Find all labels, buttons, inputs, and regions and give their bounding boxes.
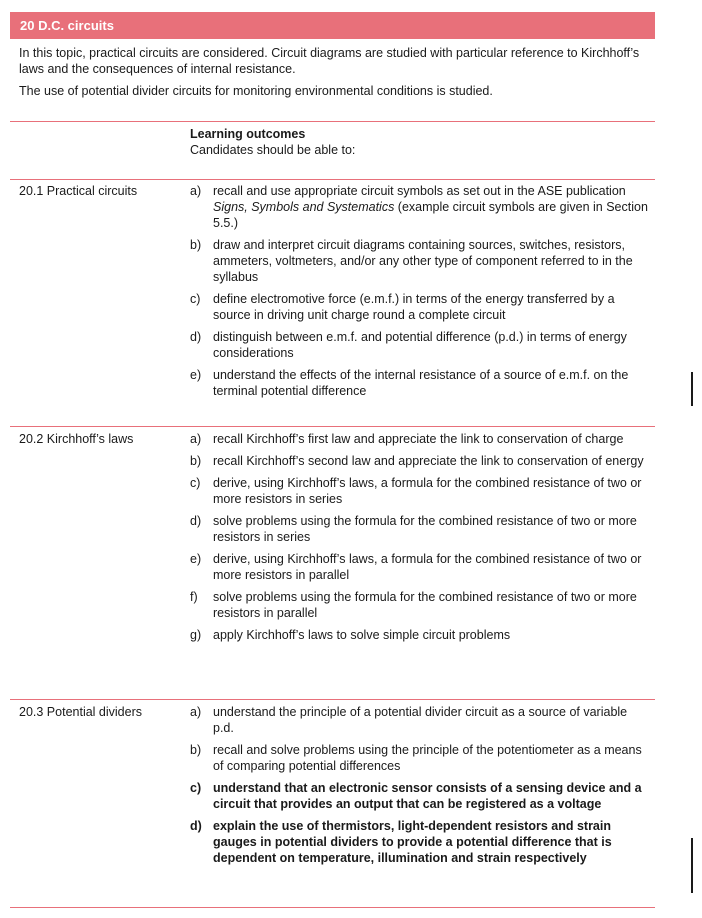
- outcome-text: recall and use appropriate circuit symbols as set out in the ASE publication Signs, Symbols and Systematics (example circuit symbols are given in Section 5.5.): [213, 184, 648, 230]
- outcome-label: d): [190, 514, 202, 528]
- outcome-item: [190, 742, 650, 774]
- outcome-text: apply Kirchhoff’s laws to solve simple circuit problems: [213, 628, 511, 642]
- divider: [10, 907, 655, 908]
- outcome-item: [190, 453, 650, 469]
- section-title: 20.3 Potential dividers: [19, 705, 142, 719]
- outcome-text: distinguish between e.m.f. and potential difference (p.d.) in terms of energy considerations: [213, 330, 627, 360]
- outcome-item: [190, 513, 650, 545]
- outcome-label: c): [190, 781, 202, 795]
- outcome-label: a): [190, 705, 202, 719]
- outcome-item: [190, 291, 650, 323]
- outcome-label: d): [190, 819, 202, 833]
- outcome-label: b): [190, 238, 202, 252]
- outcome-text: recall and solve problems using the principle of the potentiometer as a means of comparing potential differences: [213, 743, 642, 773]
- outcome-text: solve problems using the formula for the combined resistance of two or more resistors in parallel: [213, 590, 637, 620]
- learning-outcomes-subheading: Candidates should be able to:: [190, 143, 356, 157]
- outcome-label: e): [190, 552, 202, 566]
- publication-title: Signs, Symbols and Systematics: [213, 200, 395, 214]
- change-bar: [691, 372, 693, 406]
- intro-paragraph-2: The use of potential divider circuits for monitoring environmental conditions is studied.: [19, 84, 493, 98]
- outcome-text: explain the use of thermistors, light-dependent resistors and strain gauges in potential dividers to provide a potential difference that is dependent on temperature, illumination and strain respectively: [213, 819, 612, 865]
- topic-title: 20 D.C. circuits: [20, 18, 114, 33]
- outcome-list: [190, 183, 650, 405]
- outcome-label: b): [190, 743, 202, 757]
- divider: [10, 121, 655, 122]
- outcome-text: understand that an electronic sensor consists of a sensing device and a circuit that provides an output that can be registered as a voltage: [213, 781, 642, 811]
- intro-paragraph-1: In this topic, practical circuits are considered. Circuit diagrams are studied with particular reference to Kirchhoff’s laws and the consequences of internal resistance.: [19, 46, 640, 76]
- outcome-list: [190, 431, 650, 649]
- outcome-text: understand the principle of a potential divider circuit as a source of variable p.d.: [213, 705, 628, 735]
- outcome-item: [190, 329, 650, 361]
- outcome-item: [190, 367, 650, 399]
- outcome-text: recall Kirchhoff’s first law and appreciate the link to conservation of charge: [213, 432, 624, 446]
- outcome-item: [190, 475, 650, 507]
- divider: [10, 699, 655, 700]
- outcome-item: [190, 431, 650, 447]
- outcome-item: [190, 589, 650, 621]
- outcome-label: a): [190, 184, 202, 198]
- topic-header: [10, 12, 655, 39]
- outcome-text: solve problems using the formula for the combined resistance of two or more resistors in series: [213, 514, 637, 544]
- outcome-label: b): [190, 454, 202, 468]
- outcome-item: [190, 551, 650, 583]
- outcome-item: [190, 818, 650, 866]
- outcome-text: recall Kirchhoff’s second law and appreciate the link to conservation of energy: [213, 454, 644, 468]
- outcome-text: define electromotive force (e.m.f.) in terms of the energy transferred by a source in driving unit charge round a complete circuit: [213, 292, 615, 322]
- section-title: 20.1 Practical circuits: [19, 184, 138, 198]
- outcome-text: derive, using Kirchhoff’s laws, a formula for the combined resistance of two or more resistors in series: [213, 476, 642, 506]
- outcome-text: derive, using Kirchhoff’s laws, a formula for the combined resistance of two or more resistors in parallel: [213, 552, 642, 582]
- outcome-label: d): [190, 330, 202, 344]
- outcome-item: [190, 780, 650, 812]
- outcome-label: c): [190, 292, 201, 306]
- divider: [10, 426, 655, 427]
- outcome-item: [190, 183, 650, 231]
- outcome-item: [190, 704, 650, 736]
- outcome-list: [190, 704, 650, 872]
- learning-outcomes-heading: Learning outcomes: [190, 127, 306, 141]
- outcome-label: c): [190, 476, 201, 490]
- outcome-item: [190, 627, 650, 643]
- outcome-text: understand the effects of the internal resistance of a source of e.m.f. on the terminal potential difference: [213, 368, 629, 398]
- outcome-label: g): [190, 628, 202, 642]
- outcome-item: [190, 237, 650, 285]
- change-bar: [691, 838, 693, 893]
- section-title: 20.2 Kirchhoff’s laws: [19, 432, 134, 446]
- outcome-label: e): [190, 368, 202, 382]
- outcome-label: a): [190, 432, 202, 446]
- outcome-label: f): [190, 590, 198, 604]
- outcome-text: draw and interpret circuit diagrams containing sources, switches, resistors, ammeters, voltmeters, and/or any other type of component referred to in the syllabus: [213, 238, 633, 284]
- divider: [10, 179, 655, 180]
